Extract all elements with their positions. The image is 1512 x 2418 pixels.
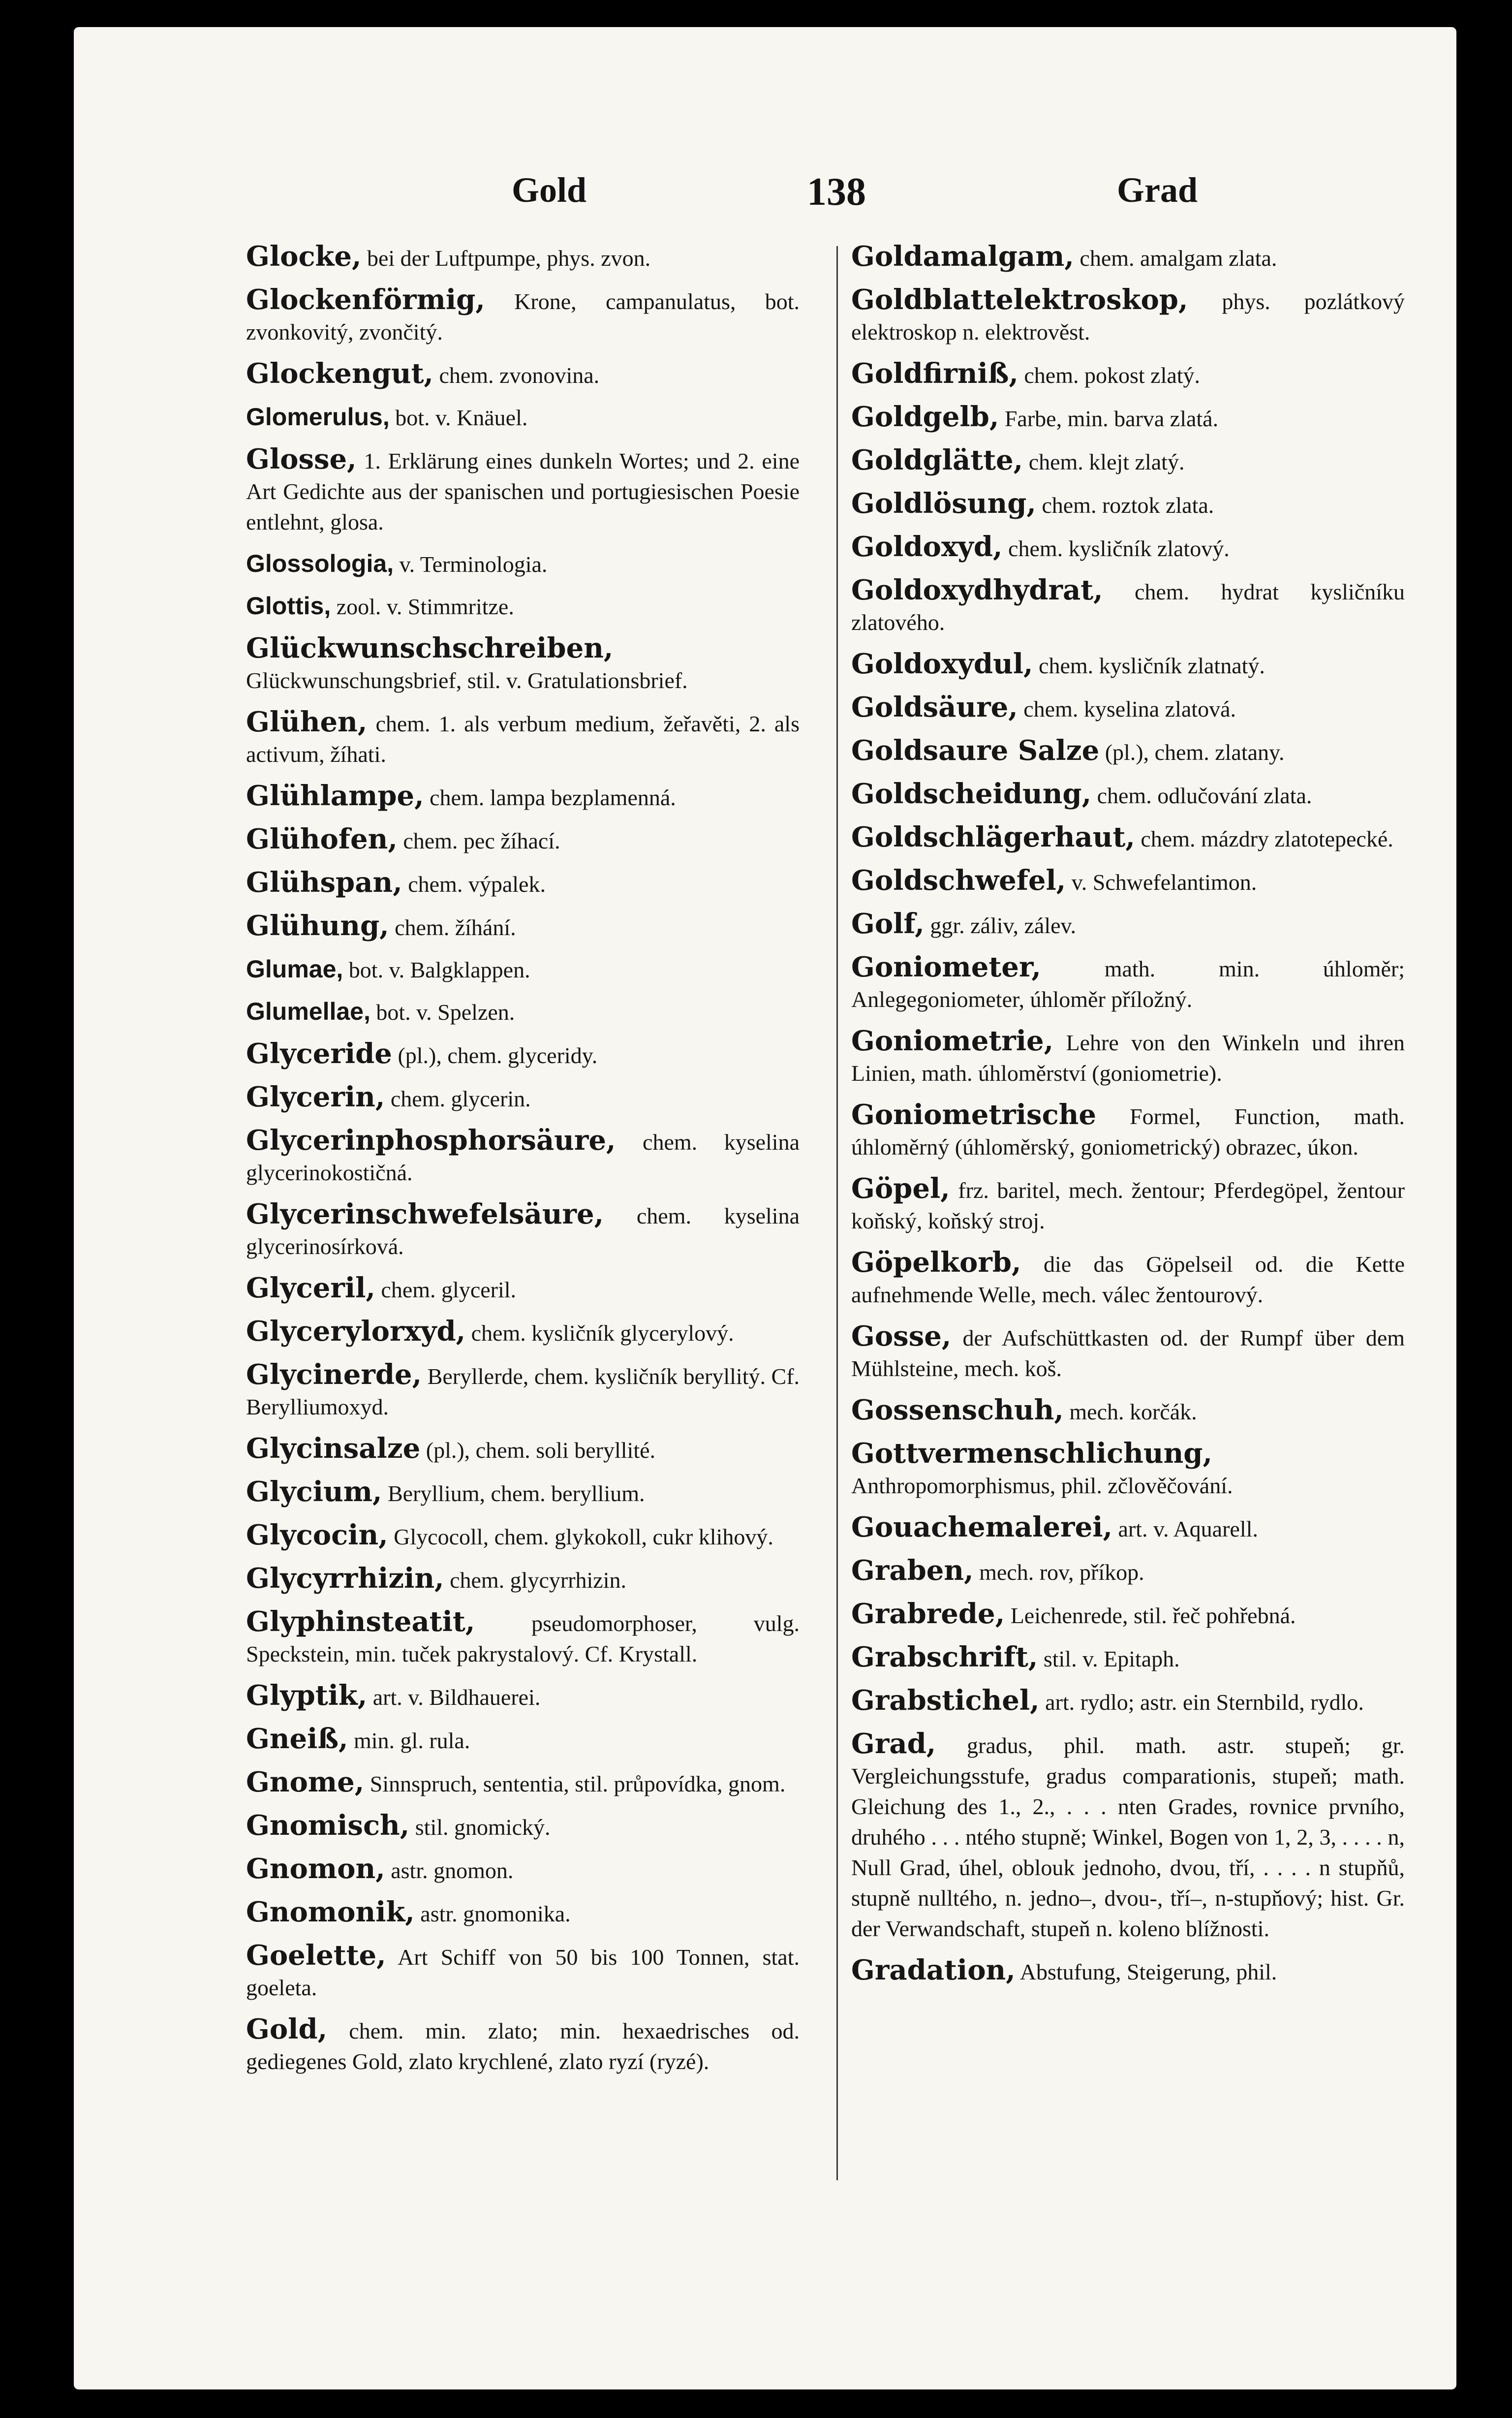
entry-headword: Goniometrische [851, 1099, 1097, 1131]
dictionary-entry [246, 2014, 800, 2077]
dictionary-entry [246, 1606, 800, 1669]
entry-headword: Glycinsalze [246, 1432, 421, 1465]
entry-headword: Gouachemalerei, [851, 1511, 1112, 1543]
dictionary-entry [851, 1438, 1405, 1501]
dictionary-entry [246, 444, 800, 537]
entry-headword: Grabstichel, [851, 1684, 1040, 1717]
entry-definition: Art Schiff von 50 bis 100 Tonnen, stat. goeleta. [246, 1945, 800, 2000]
entry-definition: Krone, campanulatus, bot. zvonkovitý, zvončitý. [246, 289, 800, 345]
header-right-guideword: Grad [1117, 170, 1198, 210]
dictionary-entry [851, 445, 1405, 477]
entry-headword: Glycium, [246, 1476, 382, 1508]
running-header [197, 170, 1388, 224]
entry-headword: Goldoxydhydrat, [851, 574, 1103, 606]
entry-definition: Farbe, min. barva zlatá. [1004, 406, 1219, 431]
dictionary-entry [851, 1642, 1405, 1674]
dictionary-entry [851, 532, 1405, 564]
entry-definition: chem. kysličník glycerylový. [471, 1320, 734, 1346]
entry-headword: Gnomisch, [246, 1809, 410, 1842]
dictionary-entry [851, 779, 1405, 811]
dictionary-entry [851, 1512, 1405, 1544]
entry-headword: Goniometrie, [851, 1025, 1054, 1057]
entry-headword: Glyceride [246, 1037, 392, 1070]
header-left-guideword: Gold [512, 170, 587, 210]
entry-definition: Beryllium, chem. beryllium. [387, 1481, 645, 1506]
entry-headword: Gneiß, [246, 1723, 348, 1755]
entry-headword: Gold, [246, 2013, 328, 2045]
dictionary-entry [851, 1728, 1405, 1944]
dictionary-entry [246, 1125, 800, 1188]
dictionary-entry [851, 1247, 1405, 1310]
dictionary-entry [246, 241, 800, 274]
entry-headword: Gradation, [851, 1954, 1016, 1986]
entry-headword: Gnome, [246, 1766, 365, 1798]
entry-headword: Glycerinphosphorsäure, [246, 1124, 616, 1157]
entry-headword: Glühlampe, [246, 780, 424, 812]
dictionary-entry [246, 781, 800, 813]
entry-definition: chem. hydrat kysličníku zlatového. [851, 579, 1405, 635]
entry-definition: (pl.), chem. soli beryllité. [426, 1438, 656, 1463]
entry-headword: Goldschlägerhaut, [851, 821, 1135, 853]
entry-headword: Gnomonik, [246, 1896, 415, 1928]
entry-headword: Glühspan, [246, 866, 402, 899]
dictionary-entry [246, 1520, 800, 1552]
entry-headword: Goldfirniß, [851, 357, 1018, 390]
entry-definition: Sinnspruch, sententia, stil. průpovídka, gnom. [370, 1771, 786, 1796]
dictionary-entry [246, 1199, 800, 1262]
entry-headword: Goldsäure, [851, 691, 1018, 723]
entry-definition: mech. korčák. [1069, 1399, 1197, 1424]
entry-headword: Glumellae, [246, 998, 370, 1025]
entry-definition: chem. lampa bezplamenná. [430, 785, 676, 810]
dictionary-entry [851, 1555, 1405, 1588]
dictionary-entry [246, 1038, 800, 1071]
entry-definition: chem. pec žíhací. [403, 828, 560, 853]
entry-definition: v. Schwefelantimon. [1071, 870, 1257, 895]
entry-definition: art. v. Aquarell. [1118, 1516, 1258, 1541]
entry-definition: Leichenrede, stil. řeč pohřebná. [1010, 1603, 1296, 1628]
column-divider [836, 246, 838, 2180]
dictionary-entry [851, 1395, 1405, 1427]
dictionary-entry [246, 707, 800, 770]
dictionary-entry [246, 1359, 800, 1422]
entry-definition: chem. zvonovina. [439, 363, 600, 388]
entry-headword: Glyphinsteatit, [246, 1605, 475, 1638]
entry-headword: Glocke, [246, 240, 362, 273]
entry-definition: chem. mázdry zlatotepecké. [1141, 826, 1393, 851]
dictionary-entry [851, 1099, 1405, 1162]
dictionary-entry [246, 1940, 800, 2003]
entry-definition: bot. v. Knäuel. [395, 405, 528, 430]
entry-definition: Lehre von den Winkeln und ihren Linien, math. úhloměrství (goniometrie). [851, 1030, 1405, 1086]
dictionary-entry [851, 692, 1405, 724]
entry-definition: stil. v. Epitaph. [1043, 1646, 1180, 1671]
entry-definition: chem. glyceril. [381, 1277, 517, 1302]
entry-definition: chem. glycyrrhizin. [450, 1568, 626, 1593]
dictionary-entry [851, 1321, 1405, 1384]
entry-headword: Glyceril, [246, 1272, 375, 1304]
dictionary-entry [246, 402, 800, 433]
entry-definition: chem. kyselina zlatová. [1023, 696, 1236, 722]
entry-headword: Gnomon, [246, 1853, 385, 1885]
entry-definition: chem. výpalek. [408, 872, 546, 897]
dictionary-entry [246, 591, 800, 622]
dictionary-entry [246, 1563, 800, 1596]
entry-headword: Göpelkorb, [851, 1246, 1021, 1279]
dictionary-entry [851, 402, 1405, 434]
dictionary-entry [851, 284, 1405, 347]
entry-definition: Glückwunschungsbrief, stil. v. Gratulationsbrief. [246, 668, 688, 693]
entry-headword: Göpel, [851, 1172, 950, 1205]
entry-definition: mech. rov, příkop. [979, 1560, 1144, 1585]
dictionary-entry [246, 1316, 800, 1349]
dictionary-entry [246, 1273, 800, 1305]
entry-definition: chem. kyselina glycerinokostičná. [246, 1130, 800, 1185]
entry-headword: Gottvermenschlichung, [851, 1437, 1212, 1470]
dictionary-entry [246, 1810, 800, 1843]
dictionary-entry [246, 633, 800, 696]
dictionary-entry [246, 911, 800, 943]
dictionary-entry [851, 1685, 1405, 1718]
entry-definition: chem. žíhání. [395, 915, 516, 940]
entry-headword: Goldscheidung, [851, 778, 1092, 810]
entry-headword: Glycyrrhizin, [246, 1562, 444, 1595]
entry-headword: Glückwunschschreiben, [246, 632, 614, 664]
dictionary-entry [246, 1433, 800, 1466]
entry-definition: gradus, phil. math. astr. stupeň; gr. Vergleichungsstufe, gradus comparationis, stupeň; math. Gleichung des 1., 2., . . . nten Grades, rovnice prvního, druhého . . . ntého stupně; Winkel, Bogen von 1, 2, 3, . . . . n, Null Grad, úhel, oblouk jednoho, dvou, tří, . . . . n stupňů, stupně nulltého, n. jedno–, dvou-, tří–, n-stupňový; hist. Gr. der Verwandschaft, stupeň n. koleno blížnosti. [851, 1733, 1405, 1941]
entry-definition: art. rydlo; astr. ein Sternbild, rydlo. [1045, 1690, 1364, 1715]
left-column [246, 241, 800, 2088]
dictionary-entry [246, 1082, 800, 1114]
entry-headword: Goldlösung, [851, 487, 1036, 520]
dictionary-entry [246, 867, 800, 900]
entry-headword: Glühofen, [246, 823, 398, 855]
entry-definition: chem. glycerin. [390, 1086, 531, 1111]
dictionary-entry [851, 865, 1405, 898]
entry-definition: phys. pozlátkový elektroskop n. elektrověst. [851, 289, 1405, 345]
dictionary-entry [246, 358, 800, 391]
dictionary-entry [246, 284, 800, 347]
dictionary-entry [246, 1724, 800, 1756]
entry-headword: Golf, [851, 908, 925, 940]
dictionary-entry [851, 649, 1405, 681]
entry-definition: chem. klejt zlatý. [1028, 449, 1185, 474]
dictionary-entry [851, 822, 1405, 854]
entry-definition: (pl.), chem. glyceridy. [398, 1043, 598, 1068]
entry-headword: Glottis, [246, 592, 331, 620]
entry-definition: min. gl. rula. [353, 1728, 470, 1753]
dictionary-entry [851, 1173, 1405, 1236]
entry-headword: Glockenförmig, [246, 283, 485, 316]
dictionary-entry [851, 909, 1405, 941]
dictionary-entry [851, 1955, 1405, 1987]
dictionary-entry [246, 824, 800, 856]
entry-headword: Goldgelb, [851, 401, 999, 433]
entry-headword: Goelette, [246, 1939, 386, 1972]
entry-definition: chem. kysličník zlatnatý. [1039, 653, 1265, 678]
entry-definition: v. Terminologia. [399, 552, 548, 577]
dictionary-entry [851, 1599, 1405, 1631]
dictionary-entry [246, 548, 800, 580]
dictionary-entry [851, 241, 1405, 274]
entry-definition: chem. pokost zlatý. [1024, 363, 1201, 388]
page-number: 138 [807, 170, 866, 214]
entry-headword: Glycerin, [246, 1081, 385, 1113]
entry-headword: Glühung, [246, 910, 389, 942]
entry-headword: Grad, [851, 1727, 936, 1760]
dictionary-entry [246, 1680, 800, 1713]
entry-headword: Goldamalgam, [851, 240, 1074, 273]
entry-headword: Grabschrift, [851, 1641, 1038, 1673]
entry-definition: Glycocoll, chem. glykokoll, cukr klihový. [394, 1524, 773, 1549]
dictionary-entry [851, 735, 1405, 768]
entry-definition: der Aufschüttkasten od. der Rumpf über dem Mühlsteine, mech. koš. [851, 1325, 1405, 1381]
entry-definition: chem. 1. als verbum medium, žeřavěti, 2. als activum, žíhati. [246, 711, 800, 767]
entry-definition: zool. v. Stimmritze. [336, 594, 514, 619]
entry-definition: bot. v. Spelzen. [376, 1000, 515, 1025]
entry-definition: Anthropomorphismus, phil. zčlověčování. [851, 1473, 1233, 1498]
entry-definition: chem. amalgam zlata. [1080, 246, 1277, 271]
entry-headword: Glossologia, [246, 550, 394, 577]
right-column [851, 241, 1405, 1998]
entry-definition: pseudomorphoser, vulg. Speckstein, min. tuček pakrystalový. Cf. Krystall. [246, 1611, 800, 1666]
entry-definition: 1. Erklärung eines dunkeln Wortes; und 2. eine Art Gedichte aus der spanischen und portugiesischen Poesie entlehnt, glosa. [246, 448, 800, 534]
entry-headword: Glomerulus, [246, 403, 390, 431]
dictionary-entry [246, 1767, 800, 1799]
entry-definition: stil. gnomický. [415, 1815, 551, 1840]
dictionary-entry [851, 1026, 1405, 1089]
entry-definition: bei der Luftpumpe, phys. zvon. [367, 246, 651, 271]
entry-headword: Goniometer, [851, 951, 1041, 983]
entry-headword: Goldglätte, [851, 444, 1023, 476]
dictionary-entry [851, 358, 1405, 391]
dictionary-entry [851, 488, 1405, 521]
entry-definition: chem. min. zlato; min. hexaedrisches od. gediegenes Gold, zlato krychlené, zlato ryzí (ryzé). [246, 2018, 800, 2074]
dictionary-entry [246, 1476, 800, 1509]
entry-definition: astr. gnomonika. [420, 1901, 571, 1926]
entry-definition: art. v. Bildhauerei. [372, 1685, 541, 1710]
entry-headword: Goldsaure Salze [851, 734, 1100, 767]
entry-headword: Glockengut, [246, 357, 433, 390]
dictionary-entry [246, 1853, 800, 1886]
entry-headword: Glumae, [246, 955, 343, 983]
entry-definition: (pl.), chem. zlatany. [1105, 740, 1285, 765]
entry-definition: chem. kysličník zlatový. [1008, 536, 1230, 561]
entry-headword: Gosse, [851, 1320, 952, 1352]
entry-definition: chem. roztok zlata. [1042, 493, 1214, 518]
entry-headword: Glühen, [246, 706, 368, 738]
entry-definition: Abstufung, Steigerung, phil. [1019, 1959, 1277, 1984]
entry-definition: chem. kyselina glycerinosírková. [246, 1203, 800, 1259]
entry-headword: Glycinerde, [246, 1358, 422, 1391]
entry-definition: Formel, Function, math. úhloměrný (úhloměrský, goniometrický) obrazec, úkon. [851, 1104, 1405, 1160]
entry-headword: Goldschwefel, [851, 864, 1066, 897]
entry-headword: Goldblattelektroskop, [851, 283, 1188, 316]
entry-definition: die das Göpelseil od. die Kette aufnehmende Welle, mech. válec žentourový. [851, 1252, 1405, 1307]
dictionary-entry [246, 954, 800, 985]
entry-headword: Gossenschuh, [851, 1394, 1064, 1426]
entry-headword: Goldoxyd, [851, 531, 1003, 563]
dictionary-entry [851, 952, 1405, 1015]
entry-headword: Graben, [851, 1554, 974, 1587]
entry-headword: Glycocin, [246, 1519, 388, 1551]
entry-headword: Glycerylorxyd, [246, 1315, 466, 1348]
entry-headword: Glycerinschwefelsäure, [246, 1198, 604, 1230]
entry-definition: bot. v. Balgklappen. [348, 957, 530, 982]
entry-headword: Goldoxydul, [851, 648, 1033, 680]
entry-headword: Glyptik, [246, 1679, 368, 1712]
entry-definition: astr. gnomon. [391, 1858, 514, 1883]
entry-definition: frz. baritel, mech. žentour; Pferdegöpel, žentour koňský, koňský stroj. [851, 1178, 1405, 1233]
entry-definition: math. min. úhloměr; Anlegegoniometer, úhloměr příložný. [851, 956, 1405, 1012]
entry-definition: Beryllerde, chem. kysličník beryllitý. Cf. Berylliumoxyd. [246, 1364, 800, 1419]
entry-headword: Glosse, [246, 443, 357, 475]
entry-definition: chem. odlučování zlata. [1097, 783, 1312, 808]
entry-definition: ggr. záliv, zálev. [930, 913, 1077, 938]
dictionary-entry [246, 1897, 800, 1929]
entry-headword: Grabrede, [851, 1598, 1005, 1630]
dictionary-entry [851, 575, 1405, 638]
dictionary-entry [246, 996, 800, 1028]
